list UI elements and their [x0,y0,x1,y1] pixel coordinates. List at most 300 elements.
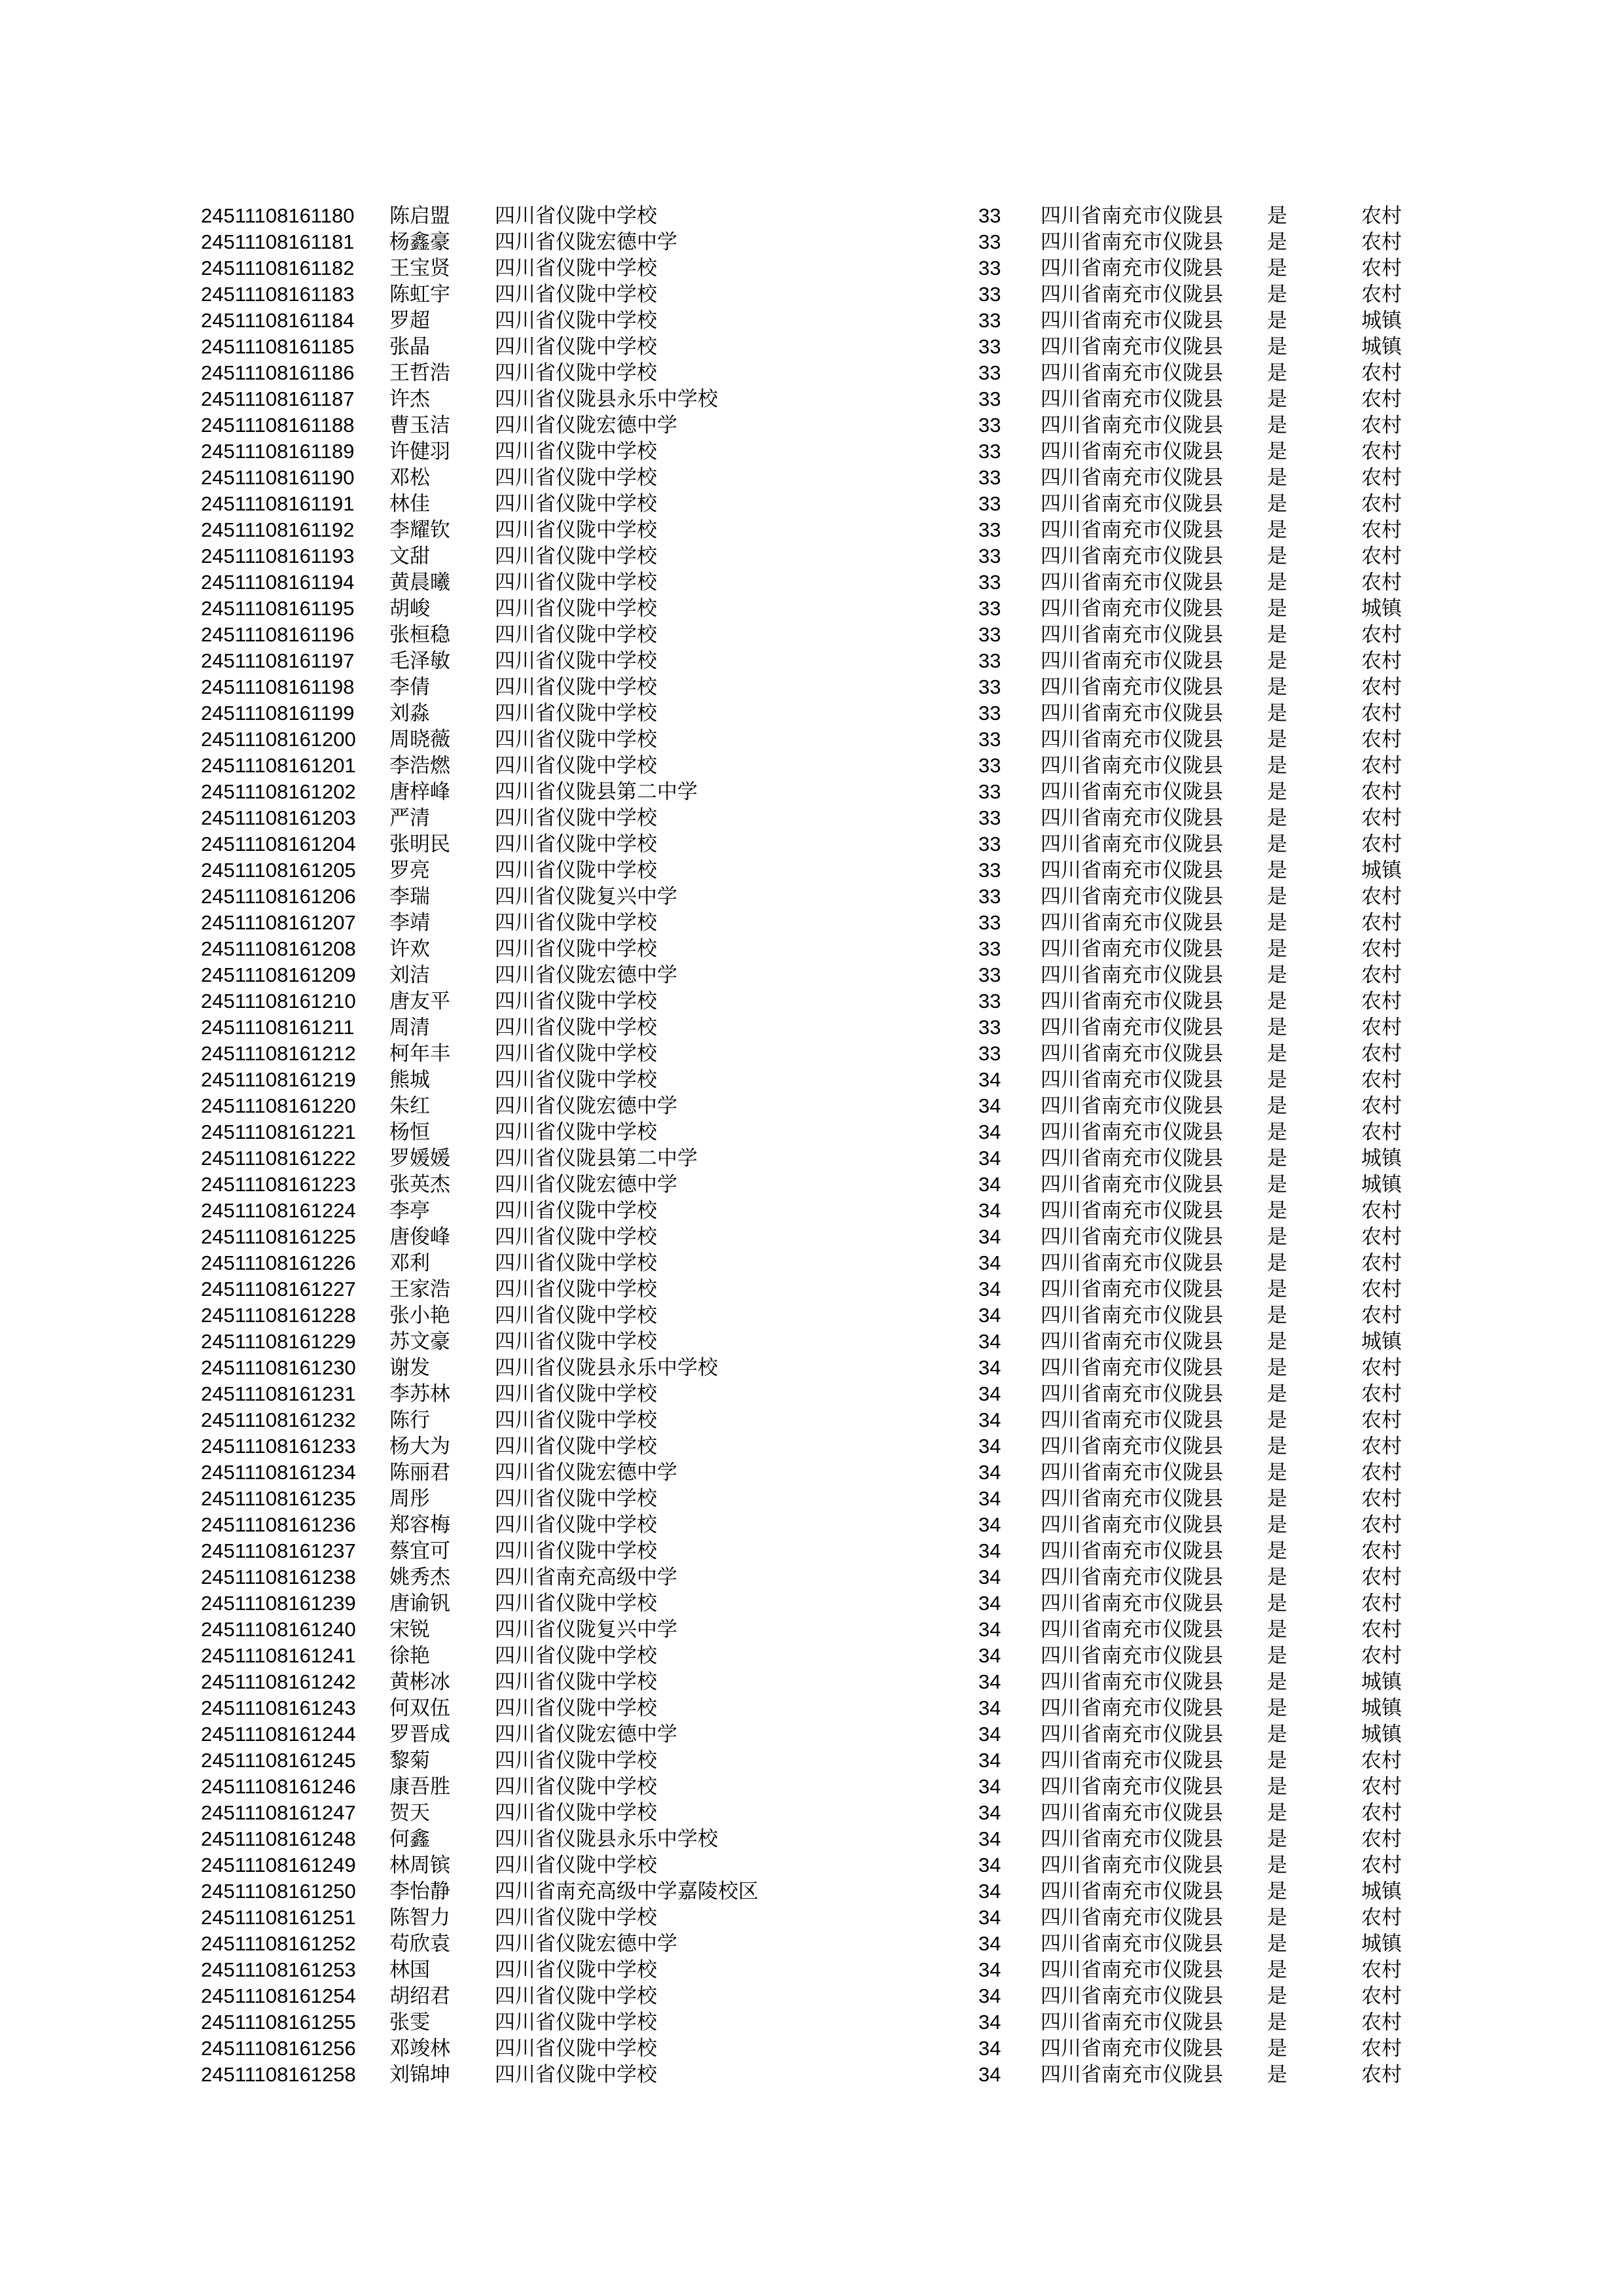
cell-name: 黎菊 [389,1749,430,1772]
cell-area: 农村 [1361,518,1402,541]
cell-exam-id: 24511108161197 [201,649,355,672]
cell-confirm: 是 [1267,283,1287,306]
cell-score: 34 [978,1749,1001,1772]
cell-confirm: 是 [1267,1775,1287,1798]
cell-score: 34 [978,1906,1001,1929]
table-row [0,1774,1623,1800]
table-row [0,622,1623,648]
cell-area: 农村 [1361,2011,1402,2034]
cell-score: 34 [978,1984,1001,2007]
cell-region: 四川省南充市仪陇县 [1041,1068,1223,1091]
cell-score: 33 [978,204,1001,227]
cell-score: 34 [978,1880,1001,1903]
cell-score: 33 [978,335,1001,358]
cell-area: 农村 [1361,1513,1402,1536]
cell-school: 四川省仪陇中学校 [495,283,657,306]
table-row [0,1250,1623,1276]
cell-name: 林周镔 [389,1854,450,1876]
cell-score: 33 [978,675,1001,698]
cell-area: 农村 [1361,361,1402,384]
cell-region: 四川省南充市仪陇县 [1041,1042,1223,1065]
cell-name: 张英杰 [389,1173,450,1196]
cell-score: 34 [978,1121,1001,1143]
cell-exam-id: 24511108161203 [201,806,356,829]
cell-exam-id: 24511108161212 [201,1042,356,1065]
cell-exam-id: 24511108161198 [201,675,355,698]
table-row [0,465,1623,491]
cell-school: 四川省仪陇中学校 [495,1487,657,1510]
cell-name: 何双伍 [389,1696,450,1719]
cell-region: 四川省南充市仪陇县 [1041,728,1223,751]
cell-school: 四川省仪陇中学校 [495,623,657,646]
cell-exam-id: 24511108161182 [201,257,355,279]
cell-region: 四川省南充市仪陇县 [1041,1696,1223,1719]
cell-school: 四川省仪陇中学校 [495,1539,657,1562]
cell-score: 33 [978,623,1001,646]
cell-score: 33 [978,361,1001,384]
cell-school: 四川省仪陇中学校 [495,1016,657,1039]
cell-score: 33 [978,440,1001,463]
cell-school: 四川省仪陇中学校 [495,649,657,672]
cell-area: 农村 [1361,1854,1402,1876]
cell-exam-id: 24511108161247 [201,1801,356,1824]
cell-area: 农村 [1361,649,1402,672]
cell-score: 33 [978,990,1001,1013]
cell-name: 蔡宜可 [389,1539,450,1562]
cell-confirm: 是 [1267,806,1287,829]
cell-score: 34 [978,1827,1001,1850]
cell-region: 四川省南充市仪陇县 [1041,1278,1223,1300]
cell-region: 四川省南充市仪陇县 [1041,806,1223,829]
cell-name: 王家浩 [389,1278,450,1300]
cell-score: 34 [978,2063,1001,2086]
cell-confirm: 是 [1267,623,1287,646]
cell-confirm: 是 [1267,1801,1287,1824]
cell-region: 四川省南充市仪陇县 [1041,1304,1223,1327]
cell-school: 四川省仪陇中学校 [495,545,657,567]
cell-school: 四川省仪陇宏德中学 [495,1094,677,1117]
cell-exam-id: 24511108161229 [201,1330,356,1353]
cell-confirm: 是 [1267,1880,1287,1903]
cell-region: 四川省南充市仪陇县 [1041,1670,1223,1693]
cell-score: 34 [978,1775,1001,1798]
cell-confirm: 是 [1267,1068,1287,1091]
cell-exam-id: 24511108161239 [201,1592,356,1615]
cell-exam-id: 24511108161240 [201,1618,356,1641]
cell-school: 四川省仪陇中学校 [495,1330,657,1353]
table-row [0,1931,1623,1957]
cell-school: 四川省仪陇中学校 [495,990,657,1013]
cell-name: 杨鑫豪 [389,230,450,253]
cell-area: 农村 [1361,230,1402,253]
table-row [0,988,1623,1014]
cell-confirm: 是 [1267,230,1287,253]
cell-area: 农村 [1361,1251,1402,1274]
cell-score: 33 [978,780,1001,803]
cell-score: 34 [978,1251,1001,1274]
cell-region: 四川省南充市仪陇县 [1041,702,1223,725]
cell-name: 姚秀杰 [389,1566,450,1588]
cell-area: 城镇 [1361,309,1402,332]
cell-area: 城镇 [1361,1932,1402,1955]
cell-exam-id: 24511108161225 [201,1225,356,1248]
table-row [0,1538,1623,1564]
cell-area: 农村 [1361,937,1402,960]
cell-school: 四川省仪陇宏德中学 [495,1173,677,1196]
cell-area: 农村 [1361,1906,1402,1929]
cell-school: 四川省仪陇中学校 [495,2037,657,2060]
cell-confirm: 是 [1267,257,1287,279]
cell-confirm: 是 [1267,1356,1287,1379]
cell-name: 陈丽君 [389,1461,450,1484]
cell-exam-id: 24511108161186 [201,361,355,384]
cell-region: 四川省南充市仪陇县 [1041,859,1223,882]
cell-exam-id: 24511108161222 [201,1147,356,1170]
cell-area: 农村 [1361,1487,1402,1510]
cell-score: 34 [978,1304,1001,1327]
cell-school: 四川省南充高级中学 [495,1566,677,1588]
cell-confirm: 是 [1267,1906,1287,1929]
cell-confirm: 是 [1267,1827,1287,1850]
cell-area: 农村 [1361,1827,1402,1850]
cell-name: 许健羽 [389,440,450,463]
cell-name: 严清 [389,806,430,829]
cell-name: 刘锦坤 [389,2063,450,2086]
cell-region: 四川省南充市仪陇县 [1041,1958,1223,1981]
cell-school: 四川省仪陇复兴中学 [495,885,677,908]
cell-confirm: 是 [1267,387,1287,410]
cell-name: 何鑫 [389,1827,430,1850]
cell-confirm: 是 [1267,780,1287,803]
cell-name: 黄晨曦 [389,571,450,594]
cell-school: 四川省仪陇中学校 [495,1984,657,2007]
cell-confirm: 是 [1267,1408,1287,1431]
cell-region: 四川省南充市仪陇县 [1041,885,1223,908]
cell-region: 四川省南充市仪陇县 [1041,518,1223,541]
table-row [0,386,1623,412]
cell-region: 四川省南充市仪陇县 [1041,1749,1223,1772]
cell-name: 王哲浩 [389,361,450,384]
cell-name: 邓竣林 [389,2037,450,2060]
table-row [0,2036,1623,2062]
cell-confirm: 是 [1267,1304,1287,1327]
cell-confirm: 是 [1267,1644,1287,1667]
table-row [0,255,1623,281]
cell-name: 周彤 [389,1487,430,1510]
cell-score: 34 [978,1330,1001,1353]
cell-score: 34 [978,1618,1001,1641]
cell-score: 34 [978,1147,1001,1170]
cell-exam-id: 24511108161242 [201,1670,356,1693]
cell-exam-id: 24511108161228 [201,1304,356,1327]
cell-name: 李苏林 [389,1382,450,1405]
cell-confirm: 是 [1267,1984,1287,2007]
cell-region: 四川省南充市仪陇县 [1041,1251,1223,1274]
cell-confirm: 是 [1267,1592,1287,1615]
cell-confirm: 是 [1267,911,1287,934]
cell-region: 四川省南充市仪陇县 [1041,1382,1223,1405]
cell-school: 四川省仪陇中学校 [495,1199,657,1222]
cell-region: 四川省南充市仪陇县 [1041,230,1223,253]
cell-confirm: 是 [1267,1723,1287,1746]
cell-area: 农村 [1361,545,1402,567]
table-row [0,1381,1623,1407]
cell-school: 四川省仪陇中学校 [495,2011,657,2034]
cell-confirm: 是 [1267,2037,1287,2060]
cell-name: 王宝贤 [389,257,450,279]
cell-score: 33 [978,414,1001,437]
cell-region: 四川省南充市仪陇县 [1041,1199,1223,1222]
cell-confirm: 是 [1267,702,1287,725]
cell-score: 33 [978,885,1001,908]
cell-exam-id: 24511108161245 [201,1749,356,1772]
cell-confirm: 是 [1267,204,1287,227]
cell-name: 苏文豪 [389,1330,450,1353]
cell-region: 四川省南充市仪陇县 [1041,335,1223,358]
cell-exam-id: 24511108161227 [201,1278,356,1300]
cell-name: 李倩 [389,675,430,698]
cell-region: 四川省南充市仪陇县 [1041,1487,1223,1510]
cell-name: 康吾胜 [389,1775,450,1798]
table-row [0,281,1623,308]
cell-exam-id: 24511108161249 [201,1854,356,1876]
cell-region: 四川省南充市仪陇县 [1041,1356,1223,1379]
cell-confirm: 是 [1267,1278,1287,1300]
cell-exam-id: 24511108161195 [201,597,355,620]
cell-region: 四川省南充市仪陇县 [1041,1854,1223,1876]
cell-area: 农村 [1361,623,1402,646]
cell-name: 杨恒 [389,1121,430,1143]
cell-area: 农村 [1361,1121,1402,1143]
cell-school: 四川省仪陇中学校 [495,859,657,882]
cell-name: 陈智力 [389,1906,450,1929]
cell-region: 四川省南充市仪陇县 [1041,2011,1223,2034]
table-row [0,1329,1623,1355]
cell-exam-id: 24511108161253 [201,1958,356,1981]
table-row [0,517,1623,543]
cell-region: 四川省南充市仪陇县 [1041,440,1223,463]
cell-school: 四川省仪陇中学校 [495,1408,657,1431]
cell-region: 四川省南充市仪陇县 [1041,1775,1223,1798]
cell-confirm: 是 [1267,1958,1287,1981]
cell-confirm: 是 [1267,2063,1287,2086]
cell-area: 农村 [1361,1958,1402,1981]
cell-name: 刘淼 [389,702,430,725]
cell-exam-id: 24511108161248 [201,1827,356,1850]
cell-school: 四川省仪陇中学校 [495,492,657,515]
cell-exam-id: 24511108161194 [201,571,355,594]
cell-exam-id: 24511108161206 [201,885,356,908]
cell-score: 34 [978,1199,1001,1222]
cell-area: 农村 [1361,1984,1402,2007]
cell-area: 农村 [1361,440,1402,463]
cell-region: 四川省南充市仪陇县 [1041,990,1223,1013]
table-row [0,831,1623,857]
table-row [0,1695,1623,1721]
cell-region: 四川省南充市仪陇县 [1041,1513,1223,1536]
cell-region: 四川省南充市仪陇县 [1041,414,1223,437]
cell-area: 农村 [1361,387,1402,410]
cell-school: 四川省南充高级中学嘉陵校区 [495,1880,758,1903]
cell-region: 四川省南充市仪陇县 [1041,1461,1223,1484]
cell-school: 四川省仪陇中学校 [495,1644,657,1667]
cell-score: 33 [978,859,1001,882]
cell-area: 农村 [1361,257,1402,279]
cell-area: 农村 [1361,1304,1402,1327]
cell-score: 34 [978,1487,1001,1510]
cell-name: 曹玉洁 [389,414,450,437]
cell-school: 四川省仪陇中学校 [495,361,657,384]
cell-area: 城镇 [1361,1880,1402,1903]
cell-score: 34 [978,1696,1001,1719]
table-row [0,753,1623,779]
cell-school: 四川省仪陇中学校 [495,1801,657,1824]
cell-region: 四川省南充市仪陇县 [1041,1723,1223,1746]
table-row [0,1748,1623,1774]
table-row [0,543,1623,569]
cell-area: 农村 [1361,2037,1402,2060]
cell-score: 33 [978,911,1001,934]
cell-name: 张明民 [389,833,450,855]
cell-name: 李靖 [389,911,430,934]
cell-exam-id: 24511108161210 [201,990,356,1013]
cell-score: 34 [978,1958,1001,1981]
cell-name: 唐友平 [389,990,450,1013]
cell-confirm: 是 [1267,440,1287,463]
cell-region: 四川省南充市仪陇县 [1041,1592,1223,1615]
table-row [0,1669,1623,1695]
cell-name: 贺天 [389,1801,430,1824]
table-row [0,1957,1623,1983]
cell-name: 罗亮 [389,859,430,882]
cell-school: 四川省仪陇中学校 [495,440,657,463]
cell-school: 四川省仪陇宏德中学 [495,1932,677,1955]
cell-area: 农村 [1361,1749,1402,1772]
cell-score: 34 [978,1382,1001,1405]
cell-school: 四川省仪陇中学校 [495,1042,657,1065]
cell-name: 唐谕钒 [389,1592,450,1615]
cell-region: 四川省南充市仪陇县 [1041,1435,1223,1458]
cell-area: 农村 [1361,1539,1402,1562]
cell-exam-id: 24511108161223 [201,1173,356,1196]
cell-confirm: 是 [1267,414,1287,437]
cell-exam-id: 24511108161231 [201,1382,356,1405]
table-row [0,1617,1623,1643]
cell-confirm: 是 [1267,963,1287,986]
cell-name: 林佳 [389,492,430,515]
cell-name: 毛泽敏 [389,649,450,672]
cell-confirm: 是 [1267,571,1287,594]
cell-school: 四川省仪陇中学校 [495,1068,657,1091]
cell-confirm: 是 [1267,833,1287,855]
cell-area: 农村 [1361,1356,1402,1379]
cell-exam-id: 24511108161181 [201,230,355,253]
cell-area: 农村 [1361,1068,1402,1091]
cell-area: 农村 [1361,414,1402,437]
cell-area: 农村 [1361,963,1402,986]
cell-region: 四川省南充市仪陇县 [1041,833,1223,855]
table-row [0,1145,1623,1172]
cell-area: 农村 [1361,728,1402,751]
cell-score: 33 [978,283,1001,306]
cell-school: 四川省仪陇宏德中学 [495,1461,677,1484]
cell-exam-id: 24511108161200 [201,728,356,751]
cell-name: 宋锐 [389,1618,430,1641]
cell-area: 农村 [1361,833,1402,855]
cell-confirm: 是 [1267,466,1287,489]
cell-school: 四川省仪陇中学校 [495,1435,657,1458]
cell-confirm: 是 [1267,492,1287,515]
cell-school: 四川省仪陇县永乐中学校 [495,387,718,410]
cell-score: 33 [978,1016,1001,1039]
cell-area: 农村 [1361,675,1402,698]
cell-school: 四川省仪陇中学校 [495,2063,657,2086]
cell-school: 四川省仪陇中学校 [495,1592,657,1615]
cell-area: 城镇 [1361,1670,1402,1693]
cell-region: 四川省南充市仪陇县 [1041,1906,1223,1929]
cell-area: 农村 [1361,283,1402,306]
table-row [0,910,1623,936]
table-row [0,1433,1623,1460]
cell-region: 四川省南充市仪陇县 [1041,1801,1223,1824]
cell-score: 34 [978,1592,1001,1615]
cell-region: 四川省南充市仪陇县 [1041,2063,1223,2086]
table-row [0,1826,1623,1852]
cell-name: 罗超 [389,309,430,332]
table-row [0,936,1623,962]
cell-area: 农村 [1361,1042,1402,1065]
cell-school: 四川省仪陇中学校 [495,702,657,725]
cell-school: 四川省仪陇中学校 [495,937,657,960]
cell-exam-id: 24511108161184 [201,309,355,332]
cell-area: 城镇 [1361,1173,1402,1196]
cell-score: 33 [978,518,1001,541]
cell-name: 林国 [389,1958,430,1981]
cell-score: 33 [978,309,1001,332]
cell-name: 胡峻 [389,597,430,620]
table-row [0,569,1623,596]
table-row [0,412,1623,439]
cell-confirm: 是 [1267,1199,1287,1222]
cell-score: 34 [978,1723,1001,1746]
table-row [0,1172,1623,1198]
cell-confirm: 是 [1267,1147,1287,1170]
cell-exam-id: 24511108161232 [201,1408,356,1431]
cell-name: 张桓稳 [389,623,450,646]
cell-confirm: 是 [1267,1854,1287,1876]
table-row [0,2009,1623,2036]
cell-score: 33 [978,1042,1001,1065]
cell-confirm: 是 [1267,1749,1287,1772]
table-row [0,700,1623,726]
table-row [0,1198,1623,1224]
cell-region: 四川省南充市仪陇县 [1041,911,1223,934]
cell-area: 农村 [1361,1801,1402,1824]
cell-region: 四川省南充市仪陇县 [1041,545,1223,567]
cell-school: 四川省仪陇中学校 [495,204,657,227]
cell-confirm: 是 [1267,885,1287,908]
cell-school: 四川省仪陇中学校 [495,675,657,698]
cell-exam-id: 24511108161201 [201,754,356,777]
cell-region: 四川省南充市仪陇县 [1041,963,1223,986]
table-row [0,805,1623,831]
cell-school: 四川省仪陇中学校 [495,1251,657,1274]
cell-score: 34 [978,1539,1001,1562]
table-row [0,1224,1623,1250]
cell-name: 陈启盟 [389,204,450,227]
cell-area: 农村 [1361,466,1402,489]
cell-region: 四川省南充市仪陇县 [1041,361,1223,384]
